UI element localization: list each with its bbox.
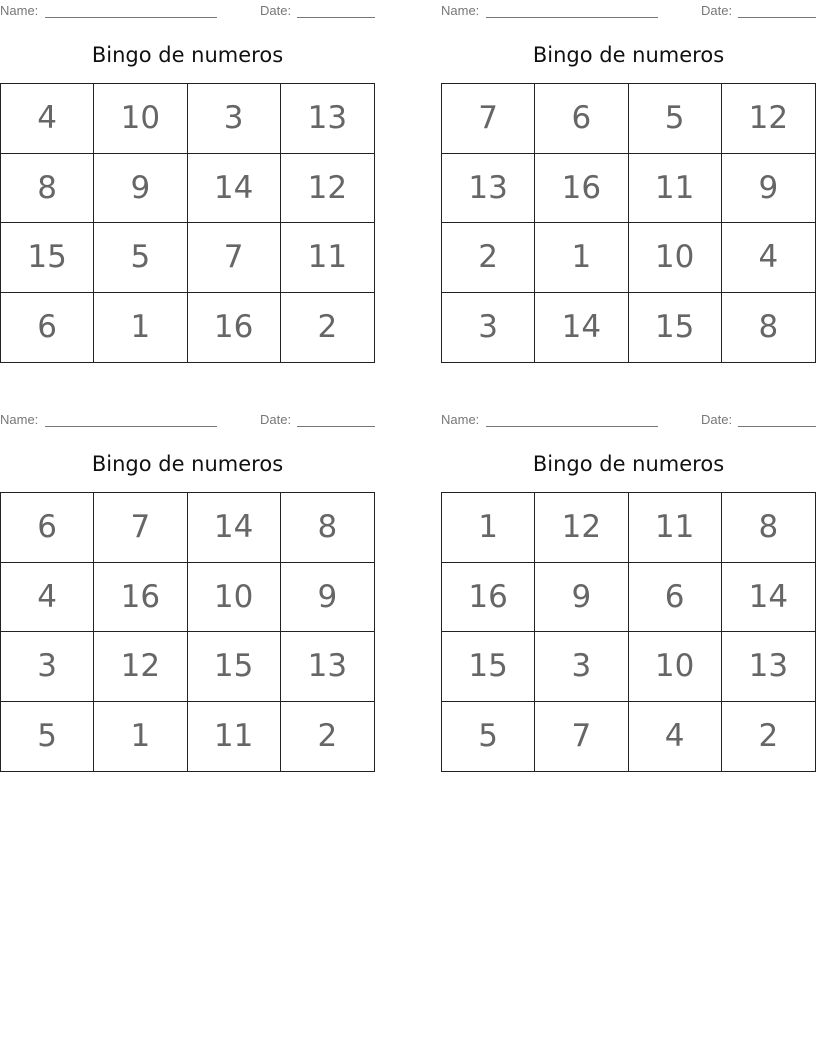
bingo-cell: 10: [94, 84, 187, 154]
bingo-cell: 6: [629, 563, 722, 633]
bingo-cell: 13: [281, 84, 374, 154]
date-label: Date:: [701, 412, 733, 427]
bingo-cell: 16: [442, 563, 535, 633]
bingo-cell: 4: [1, 563, 94, 633]
date-blank-line: [738, 17, 816, 18]
bingo-cell: 10: [188, 563, 281, 633]
card-title: Bingo de numeros: [532, 43, 725, 67]
bingo-cell: 11: [281, 223, 374, 293]
name-blank-line: [486, 17, 658, 18]
card-title: Bingo de numeros: [91, 43, 284, 67]
bingo-cell: 7: [535, 702, 628, 772]
bingo-cell: 4: [629, 702, 722, 772]
bingo-cell: 13: [281, 632, 374, 702]
bingo-cell: 9: [722, 154, 815, 224]
bingo-cell: 8: [1, 154, 94, 224]
bingo-cell: 6: [1, 493, 94, 563]
date-blank-line: [738, 426, 816, 427]
bingo-grid: [0, 83, 375, 363]
bingo-cell: 12: [281, 154, 374, 224]
bingo-cell: 9: [535, 563, 628, 633]
date-label: Date:: [701, 3, 733, 18]
bingo-cell: 2: [442, 223, 535, 293]
date-blank-line: [297, 426, 375, 427]
bingo-card: [0, 409, 375, 773]
bingo-cell: 1: [442, 493, 535, 563]
bingo-cell: 1: [94, 702, 187, 772]
bingo-cell: 5: [442, 702, 535, 772]
bingo-cell: 13: [722, 632, 815, 702]
bingo-grid: [0, 492, 375, 772]
bingo-card: [0, 0, 375, 364]
bingo-cell: 2: [317, 718, 338, 755]
name-date-header: [0, 3, 375, 19]
bingo-cell: 7: [442, 84, 535, 154]
bingo-cell: 11: [629, 493, 722, 563]
bingo-cell: 3: [442, 293, 535, 363]
bingo-grid: [441, 492, 816, 772]
bingo-cell: 4: [1, 84, 94, 154]
bingo-cell: 12: [94, 632, 187, 702]
name-label: Name:: [0, 412, 39, 427]
name-blank-line: [45, 426, 217, 427]
bingo-cell: 8: [722, 493, 815, 563]
name-date-header: [441, 3, 816, 19]
bingo-cell: 3: [188, 84, 281, 154]
name-label: Name:: [441, 412, 480, 427]
bingo-cell: 1: [94, 293, 187, 363]
bingo-cell: 6: [535, 84, 628, 154]
bingo-cell: 15: [442, 632, 535, 702]
bingo-cell: 14: [535, 293, 628, 363]
bingo-cell: 6: [1, 293, 94, 363]
bingo-card: [441, 0, 816, 364]
date-blank-line: [297, 17, 375, 18]
card-title: Bingo de numeros: [91, 452, 284, 476]
bingo-cell: 13: [442, 154, 535, 224]
bingo-cell: 3: [1, 632, 94, 702]
name-date-header: [441, 412, 816, 428]
bingo-cell: 10: [629, 632, 722, 702]
bingo-cell: 15: [1, 223, 94, 293]
bingo-cell: 9: [94, 154, 187, 224]
bingo-cell: 1: [535, 223, 628, 293]
bingo-cell: 7: [188, 223, 281, 293]
bingo-card: [441, 409, 816, 773]
bingo-cell: 3: [535, 632, 628, 702]
bingo-cell: 11: [188, 702, 281, 772]
name-blank-line: [45, 17, 217, 18]
bingo-cell: 8: [758, 309, 779, 346]
bingo-cell: 14: [722, 563, 815, 633]
bingo-cell: 16: [535, 154, 628, 224]
bingo-cell: 2: [317, 309, 338, 346]
bingo-cell: 8: [281, 493, 374, 563]
bingo-cell: 5: [94, 223, 187, 293]
bingo-cell: 2: [758, 718, 779, 755]
bingo-cell: 16: [188, 293, 281, 363]
card-title: Bingo de numeros: [532, 452, 725, 476]
bingo-cell: 15: [188, 632, 281, 702]
bingo-cell: 9: [281, 563, 374, 633]
name-label: Name:: [441, 3, 480, 18]
bingo-cell: 10: [629, 223, 722, 293]
bingo-cell: 7: [94, 493, 187, 563]
bingo-cell: 11: [629, 154, 722, 224]
bingo-cell: 16: [94, 563, 187, 633]
bingo-cell: 15: [629, 293, 722, 363]
bingo-cell: 5: [1, 702, 94, 772]
name-blank-line: [486, 426, 658, 427]
bingo-cell: 5: [629, 84, 722, 154]
date-label: Date:: [260, 3, 292, 18]
name-date-header: [0, 412, 375, 428]
bingo-cell: 14: [188, 154, 281, 224]
date-label: Date:: [260, 412, 292, 427]
bingo-cell: 12: [722, 84, 815, 154]
bingo-cell: 4: [722, 223, 815, 293]
bingo-cell: 14: [188, 493, 281, 563]
bingo-grid: [441, 83, 816, 363]
bingo-cell: 12: [535, 493, 628, 563]
name-label: Name:: [0, 3, 39, 18]
